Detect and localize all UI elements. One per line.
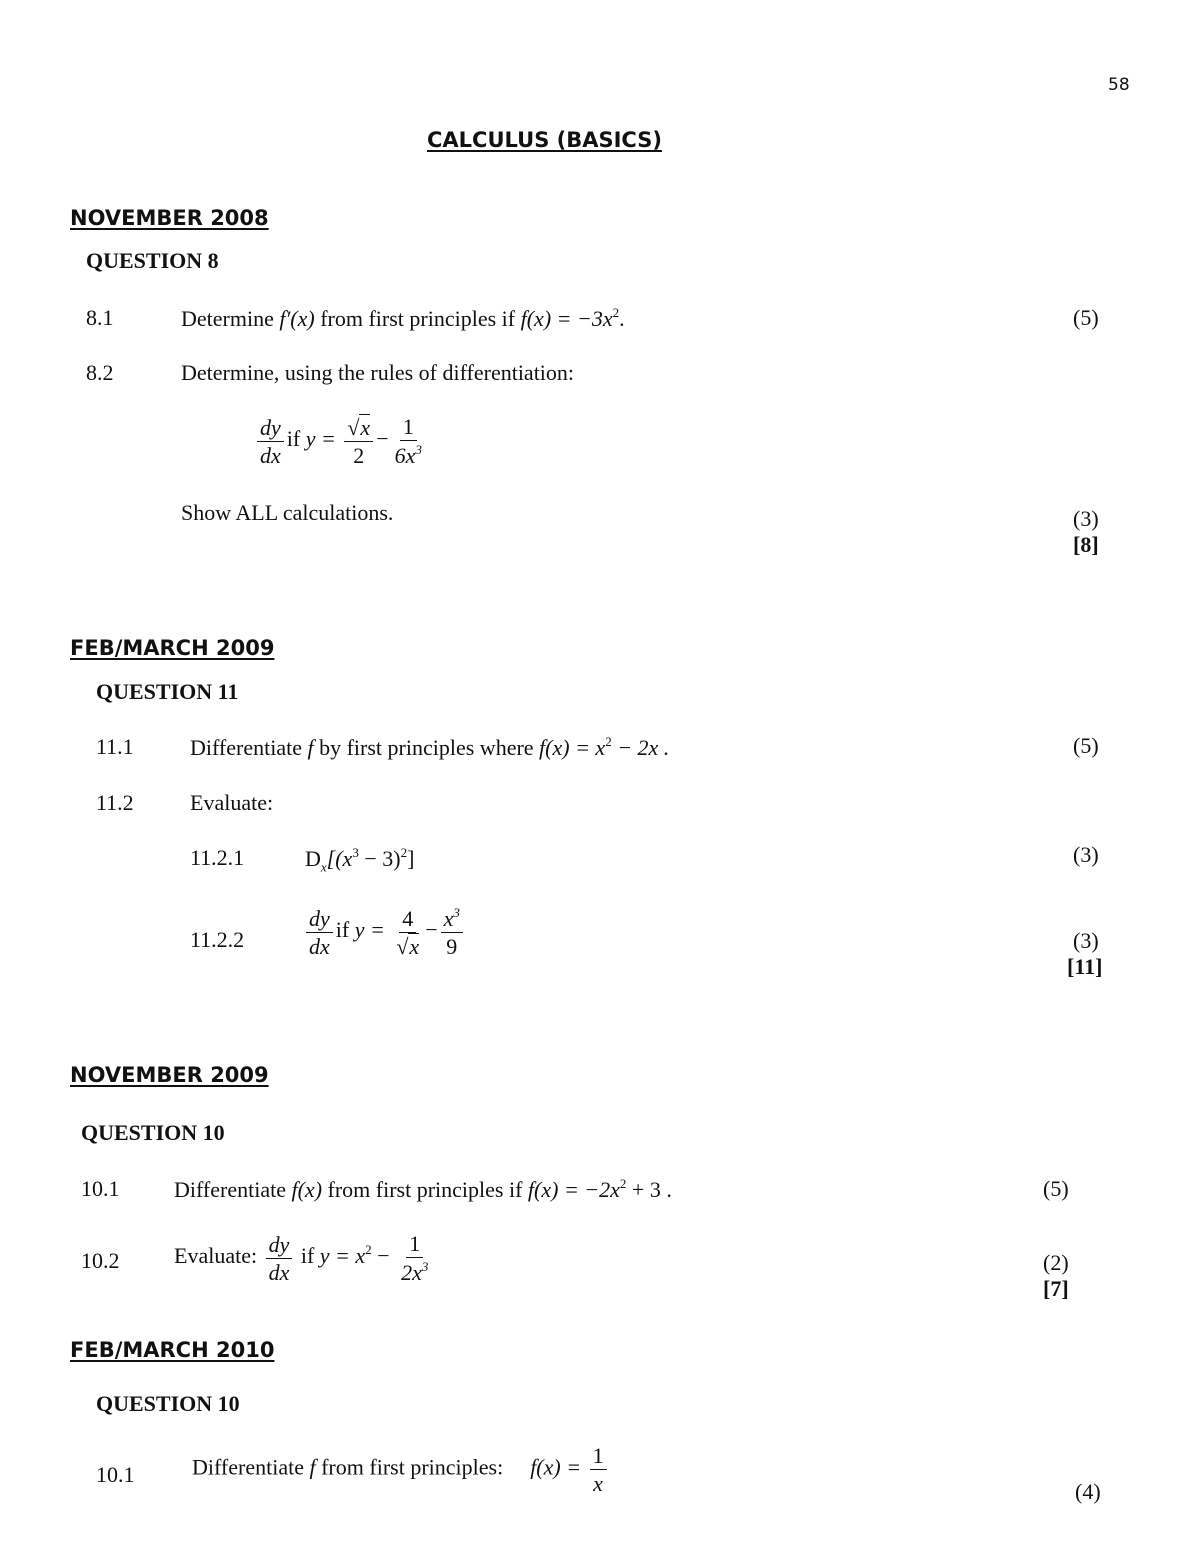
- mark-allocation: (4): [1075, 1479, 1101, 1504]
- section-heading-feb2010: FEB/MARCH 2010: [70, 1338, 275, 1362]
- section-heading-feb2009: FEB/MARCH 2009: [70, 636, 275, 660]
- question-text: Evaluate:: [190, 790, 274, 815]
- item-number: 10.2: [81, 1248, 120, 1273]
- question-text: Differentiate f from first principles: f(x) = $\frac{1}{x}$: [192, 1444, 610, 1495]
- question-text: Determine f′(x) from first principles if $f(x) = -3x^2$.: [181, 305, 625, 331]
- mark-allocation: (5): [1073, 733, 1099, 758]
- question-label: QUESTION 10: [81, 1120, 225, 1145]
- page-number: 58: [1108, 75, 1130, 95]
- mark-allocation: (2): [1043, 1250, 1069, 1275]
- total-marks: [8]: [1073, 532, 1099, 557]
- item-number: 10.1: [81, 1176, 120, 1201]
- question-text: Determine, using the rules of differentiation:: [181, 360, 575, 385]
- page-title: CALCULUS (BASICS): [427, 128, 662, 152]
- total-marks: [7]: [1043, 1276, 1069, 1301]
- mark-allocation: (5): [1073, 305, 1099, 330]
- section-heading-nov2009: NOVEMBER 2009: [70, 1063, 269, 1087]
- equation: $\frac{dy}{dx}$ if y = $\frac{4}{√x}$ − $\frac{x^3}{9}$: [303, 906, 466, 958]
- equation: $\frac{dy}{dx}$ if y = $\frac{√x}{2}$ − $\frac{1}{6x^3}$: [254, 415, 428, 467]
- item-number: 10.1: [96, 1462, 135, 1487]
- mark-allocation: (3): [1073, 506, 1099, 531]
- section-heading-nov2008: NOVEMBER 2008: [70, 206, 269, 230]
- item-number: 8.2: [86, 360, 114, 385]
- mark-allocation: (5): [1043, 1176, 1069, 1201]
- equation: Evaluate: $\frac{dy}{dx}$ if $y = x^2$ − $\frac{1}{2x^3}$: [174, 1231, 429, 1286]
- item-number: 8.1: [86, 305, 114, 330]
- total-marks: [11]: [1067, 954, 1103, 979]
- question-label: QUESTION 10: [96, 1391, 240, 1416]
- item-number: 11.2.2: [190, 927, 245, 952]
- item-number: 11.2.1: [190, 845, 245, 870]
- instruction-text: Show ALL calculations.: [181, 500, 394, 525]
- question-label: QUESTION 11: [96, 679, 239, 704]
- mark-allocation: (3): [1073, 928, 1099, 953]
- question-label: QUESTION 8: [86, 248, 219, 273]
- equation: $D_x[(x^3 - 3)^2]$: [305, 845, 415, 875]
- mark-allocation: (3): [1073, 842, 1099, 867]
- question-text: Differentiate f(x) from first principles if $f(x) = -2x^2 + 3$ .: [174, 1176, 672, 1202]
- item-number: 11.1: [96, 734, 134, 759]
- item-number: 11.2: [96, 790, 134, 815]
- question-text: Differentiate f by first principles where $f(x) = x^2 - 2x$ .: [190, 734, 670, 760]
